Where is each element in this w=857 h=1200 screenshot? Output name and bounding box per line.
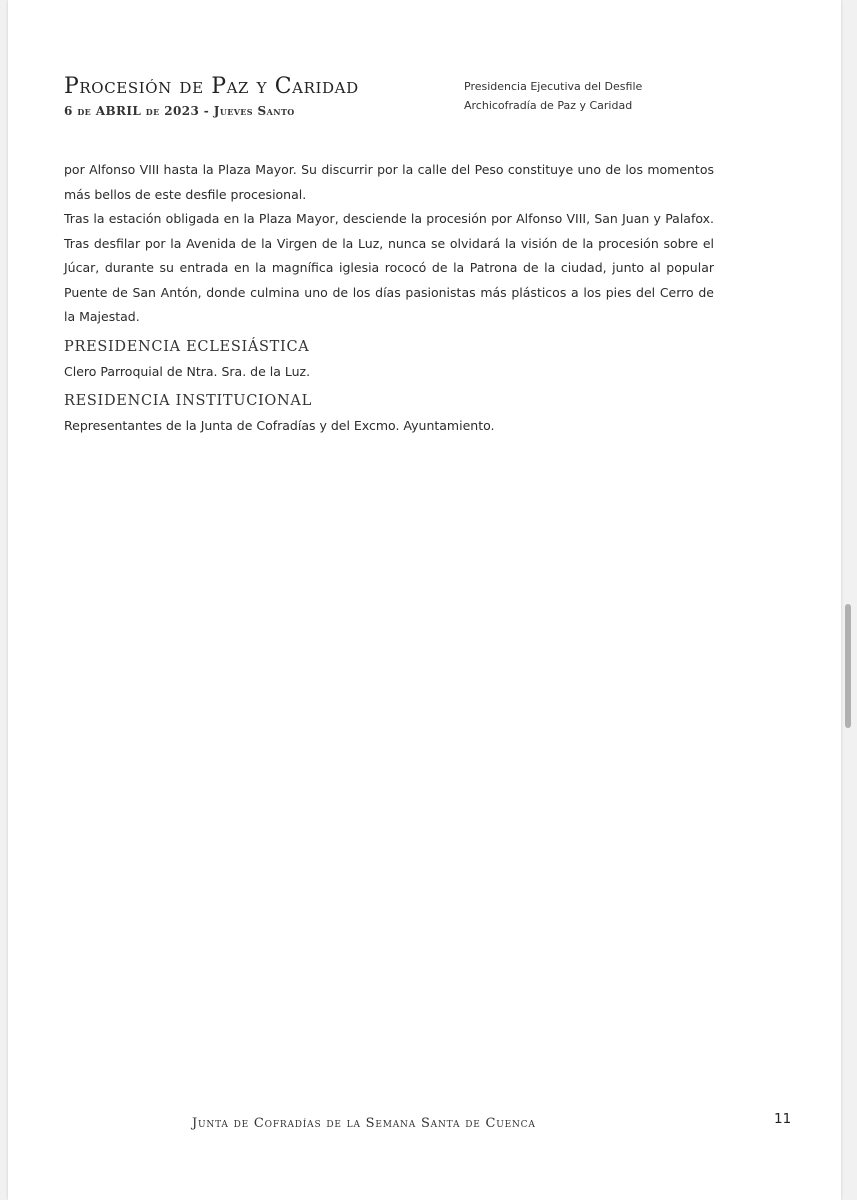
- paragraph-1: por Alfonso VIII hasta la Plaza Mayor. Su discurrir por la calle del Peso constituye uno de los momentos más bellos de este desfile procesional.: [64, 162, 714, 202]
- section-heading-residencia: RESIDENCIA INSTITUCIONAL: [64, 393, 312, 409]
- section-text-residencia: Representantes de la Junta de Cofradías y del Excmo. Ayuntamiento.: [64, 418, 495, 433]
- section-text-presidencia: Clero Parroquial de Ntra. Sra. de la Luz.: [64, 363, 311, 379]
- section-heading-presidencia: PRESIDENCIA ECLESIÁSTICA: [64, 338, 310, 355]
- header-date: 6 de ABRIL de 2023 - Jueves Santo: [64, 104, 295, 118]
- body-content: [64, 158, 714, 439]
- header-right-line-1: Presidencia Ejecutiva del Desfile: [464, 80, 643, 93]
- footer-text: Junta de Cofradías de la Semana Santa de Cuenca: [192, 1116, 536, 1131]
- header-title: Procesión de Paz y Caridad: [64, 74, 359, 99]
- document-page: [8, 0, 841, 1200]
- header-organization: [464, 77, 642, 115]
- page-number: 11: [774, 1111, 792, 1127]
- paragraph-2: Tras la estación obligada en la Plaza Mayor, desciende la procesión por Alfonso VIII, San Juan y Palafox. Tras desfilar por la Avenida de la Virgen de la Luz, nunca se olvidará la visión de la procesión sobre el Júcar, durante su entrada en la magnífica iglesia rococó de la Patrona de la ciudad, junto al popular Puente de San Antón, donde culmina uno de los días pasionistas más plásticos a los pies del Cerro de la Majestad.: [64, 211, 714, 324]
- scrollbar-thumb[interactable]: [845, 604, 851, 728]
- header-right-line-2: Archicofradía de Paz y Caridad: [464, 99, 633, 112]
